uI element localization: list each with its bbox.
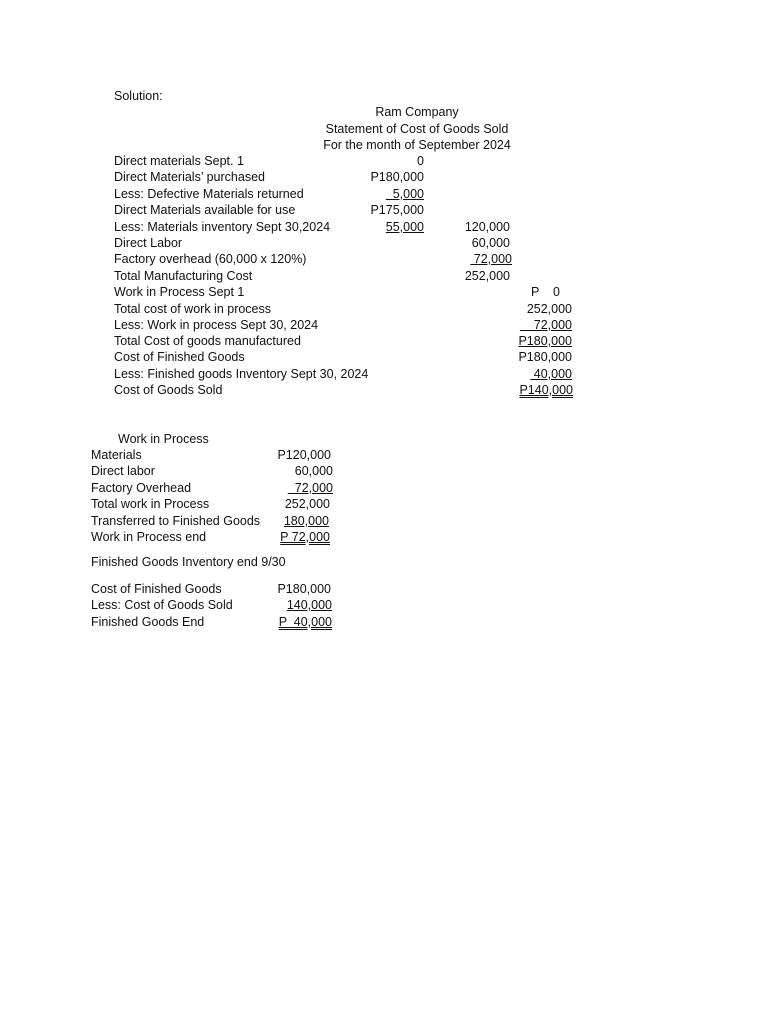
statement-line-label: Direct Materials’ purchased <box>114 170 265 184</box>
fg-line-label: Cost of Finished Goods <box>91 582 222 596</box>
statement-col1-value: 0 <box>417 154 424 168</box>
statement-line-label: Less: Materials inventory Sept 30,2024 <box>114 220 331 234</box>
wip-line-label: Total work in Process <box>91 497 210 511</box>
statement-col3-value: 40,000 <box>530 367 572 381</box>
wip-line-label: Direct labor <box>91 464 155 478</box>
statement-line-label: Total Manufacturing Cost <box>114 269 253 283</box>
wip-line-value: 72,000 <box>287 481 333 495</box>
statement-col3-value: 72,000 <box>519 318 572 332</box>
statement-line-label: Direct Labor <box>114 236 183 250</box>
statement-col1-value: 55,000 <box>385 220 424 234</box>
statement-col3-value: P 0 <box>531 285 560 299</box>
fg-line-label: Less: Cost of Goods Sold <box>91 598 233 612</box>
statement-line-label: Total cost of work in process <box>114 302 272 316</box>
fg-line-value: P180,000 <box>277 582 331 596</box>
statement-line-label: Less: Defective Materials returned <box>114 187 304 201</box>
statement-col3-value: P180,000 <box>518 334 572 348</box>
statement-line-label: Less: Finished goods Inventory Sept 30, 2024 <box>114 367 369 381</box>
wip-line-label: Work in Process end <box>91 530 207 544</box>
statement-title: Statement of Cost of Goods Sold <box>325 122 509 136</box>
statement-line-label: Total Cost of goods manufactured <box>114 334 301 348</box>
statement-col3-value: P180,000 <box>518 350 572 364</box>
fg-title: Finished Goods Inventory end 9/30 <box>91 555 286 569</box>
wip-line-label: Materials <box>91 448 142 462</box>
wip-line-value: P 72,000 <box>280 530 330 544</box>
statement-col2-value: 120,000 <box>464 220 510 234</box>
solution-heading: Solution: <box>114 89 163 103</box>
statement-line-label: Direct materials Sept. 1 <box>114 154 244 168</box>
wip-line-value: 252,000 <box>284 497 330 511</box>
wip-line-value: 60,000 <box>294 464 333 478</box>
fg-line-value: P 40,000 <box>278 615 332 629</box>
statement-col2-value: 252,000 <box>464 269 510 283</box>
statement-col3-value: 252,000 <box>526 302 572 316</box>
statement-line-label: Direct Materials available for use <box>114 203 296 217</box>
fg-line-value: 140,000 <box>286 598 332 612</box>
statement-line-label: Work in Process Sept 1 <box>114 285 245 299</box>
statement-line-label: Less: Work in process Sept 30, 2024 <box>114 318 319 332</box>
statement-line-label: Cost of Goods Sold <box>114 383 223 397</box>
wip-line-value: 180,000 <box>283 514 329 528</box>
statement-col2-value: 60,000 <box>471 236 510 250</box>
statement-col2-value: 72,000 <box>470 252 512 266</box>
company-name: Ram Company <box>375 105 459 119</box>
wip-line-label: Factory Overhead <box>91 481 192 495</box>
wip-line-label: Transferred to Finished Goods <box>91 514 261 528</box>
statement-line-label: Cost of Finished Goods <box>114 350 245 364</box>
statement-col1-value: P180,000 <box>370 170 424 184</box>
statement-col1-value: 5,000 <box>385 187 424 201</box>
wip-title: Work in Process <box>118 432 209 446</box>
statement-col1-value: P175,000 <box>370 203 424 217</box>
wip-line-value: P120,000 <box>277 448 331 462</box>
statement-line-label: Factory overhead (60,000 x 120%) <box>114 252 307 266</box>
statement-col3-value: P140,000 <box>519 383 573 397</box>
statement-period: For the month of September 2024 <box>323 138 511 152</box>
fg-line-label: Finished Goods End <box>91 615 205 629</box>
